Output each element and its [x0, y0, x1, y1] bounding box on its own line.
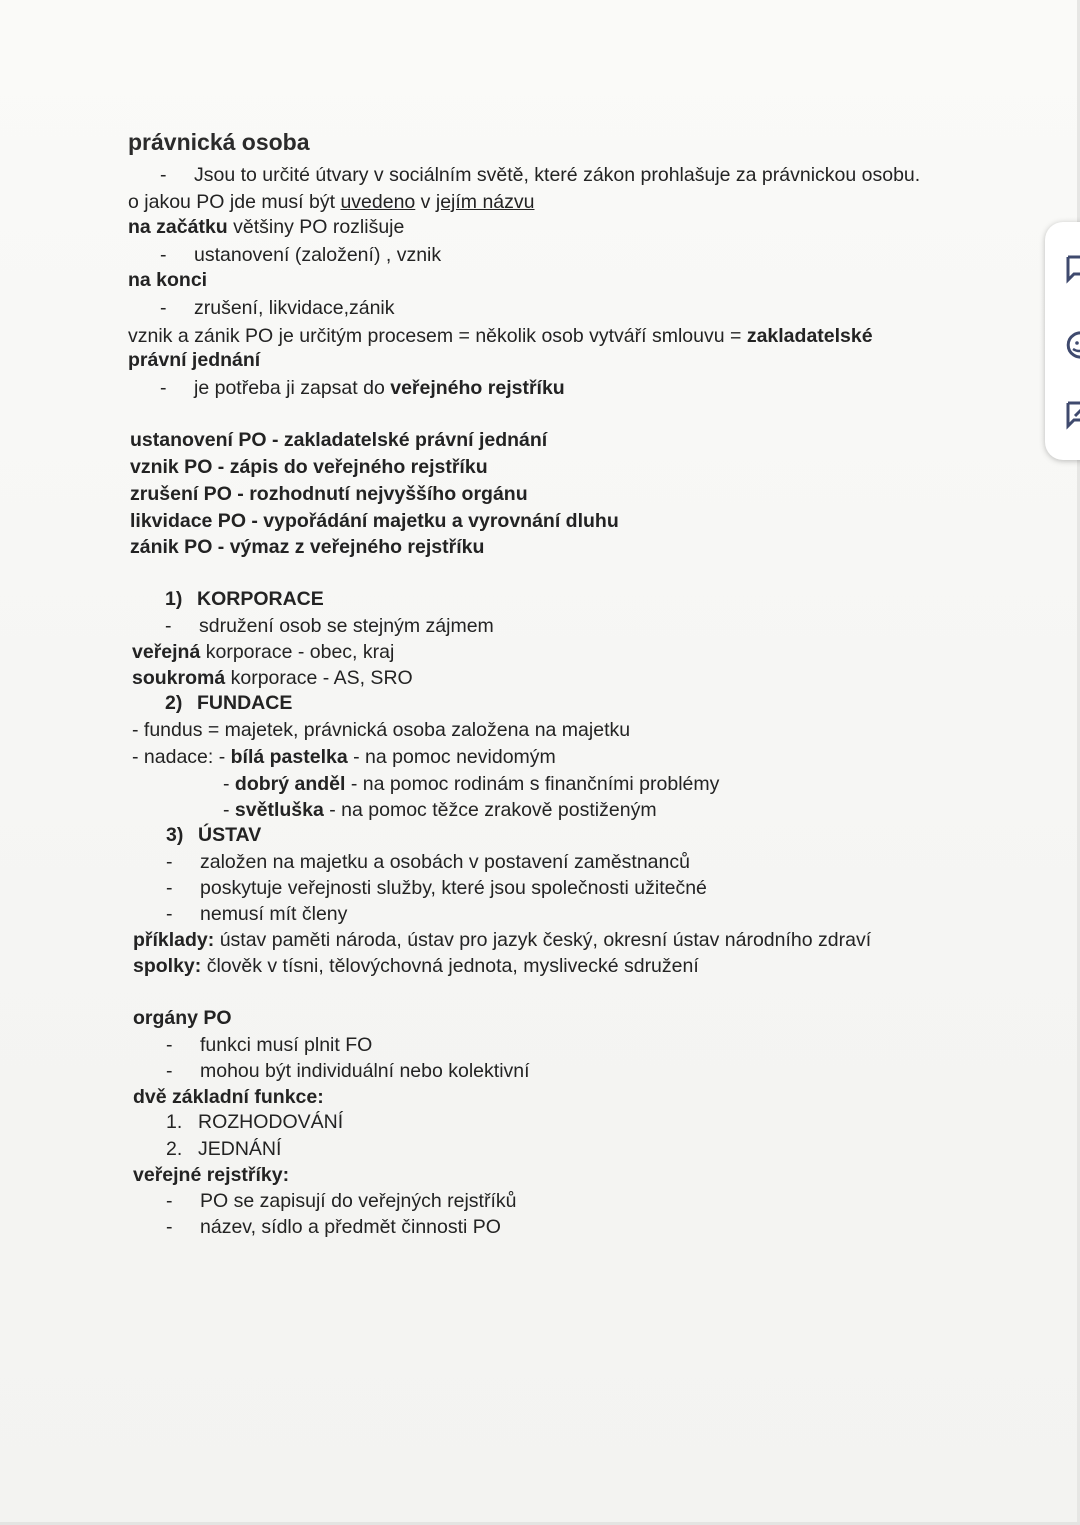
text-line: - fundus = majetek, právnická osoba založena na majetku — [132, 719, 631, 741]
list-item: - světluška - na pomoc těžce zrakově postiženým — [223, 799, 657, 821]
list-item: 2. JEDNÁNÍ — [166, 1138, 282, 1160]
list-item: - ustanovení (založení) , vznik — [160, 244, 442, 266]
text-line: právní jednání — [128, 349, 261, 371]
phase-line: zánik PO - výmaz z veřejného rejstříku — [130, 536, 485, 558]
list-item: - dobrý anděl - na pomoc rodinám s finančními problémy — [223, 773, 720, 795]
text-line: veřejné rejstříky: — [133, 1164, 290, 1186]
text-line: veřejná korporace - obec, kraj — [132, 641, 395, 663]
text-line: - nadace: - bílá pastelka - na pomoc nevidomým — [132, 746, 556, 768]
list-item: 1. ROZHODOVÁNÍ — [166, 1111, 344, 1133]
list-item: - název, sídlo a předmět činnosti PO — [166, 1216, 501, 1238]
list-item: - nemusí mít členy — [166, 903, 348, 925]
list-item: - založen na majetku a osobách v postavení zaměstnanců — [166, 851, 690, 873]
text-line: vznik a zánik PO je určitým procesem = několik osob vytváří smlouvu = zakladatelské — [128, 325, 873, 347]
edit-comment-icon[interactable] — [1065, 400, 1080, 430]
list-item: - zrušení, likvidace,zánik — [160, 297, 395, 319]
text-line: soukromá korporace - AS, SRO — [132, 667, 413, 689]
section-heading: orgány PO — [133, 1007, 232, 1029]
section-heading: 1) KORPORACE — [165, 588, 324, 610]
list-item: - funkci musí plnit FO — [166, 1034, 373, 1056]
phase-line: ustanovení PO - zakladatelské právní jednání — [130, 429, 548, 451]
list-item: - poskytuje veřejnosti služby, které jsou společnosti užitečné — [166, 877, 707, 899]
text-line: na konci — [128, 269, 208, 291]
list-item: - Jsou to určité útvary v sociálním světě, které zákon prohlašuje za právnickou osobu. — [160, 164, 921, 186]
text-line: na začátku většiny PO rozlišuje — [128, 216, 405, 238]
section-heading: 2) FUNDACE — [165, 692, 293, 714]
phase-line: likvidace PO - vypořádání majetku a vyrovnání dluhu — [130, 510, 619, 532]
list-item: - sdružení osob se stejným zájmem — [165, 615, 494, 637]
list-item: - je potřeba ji zapsat do veřejného rejstříku — [160, 377, 565, 399]
phase-line: zrušení PO - rozhodnutí nejvyššího orgánu — [130, 483, 528, 505]
text-line: dvě základní funkce: — [133, 1086, 324, 1108]
phase-line: vznik PO - zápis do veřejného rejstříku — [130, 456, 488, 478]
emoji-icon[interactable] — [1065, 330, 1080, 360]
page-title: právnická osoba — [128, 129, 310, 155]
comment-icon[interactable] — [1065, 254, 1080, 284]
list-item: - PO se zapisují do veřejných rejstříků — [166, 1190, 517, 1212]
text-line: o jakou PO jde musí být uvedeno v jejím názvu — [128, 191, 535, 213]
text-line: spolky: člověk v tísni, tělovýchovná jednota, myslivecké sdružení — [133, 955, 699, 977]
text-line: příklady: ústav paměti národa, ústav pro jazyk český, okresní ústav národního zdraví — [133, 929, 872, 951]
list-item: - mohou být individuální nebo kolektivní — [166, 1060, 530, 1082]
side-toolbar — [1045, 222, 1080, 460]
section-heading: 3) ÚSTAV — [166, 824, 262, 846]
